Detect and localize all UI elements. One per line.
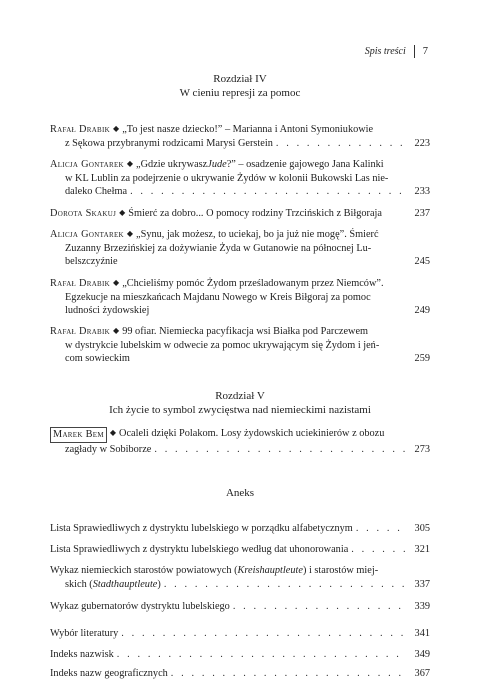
diamond-separator-icon: ◆ xyxy=(113,124,120,133)
dot-leader xyxy=(130,185,407,199)
entry-author: Alicja Gontarek xyxy=(50,229,124,240)
entry-title: Indeks nazwisk xyxy=(50,649,114,660)
entry-title-cont: com sowieckim xyxy=(65,353,130,365)
entry-title: „Gdzie ukrywasz xyxy=(136,159,208,170)
entry-title-cont: Egzekucje na mieszkańcach Majdanu Nowego w Kreis Biłgoraj za pomoc xyxy=(65,291,371,303)
diamond-separator-icon: ◆ xyxy=(119,208,126,217)
running-head xyxy=(365,45,428,58)
dot-leader xyxy=(276,137,407,151)
dot-leader xyxy=(351,543,407,557)
toc-entry[interactable] xyxy=(50,600,430,614)
entry-title-cont: daleko Chełma xyxy=(65,186,128,198)
page-number: 7 xyxy=(422,46,428,57)
chapter-5-title: Rozdział V xyxy=(215,390,265,402)
diamond-separator-icon: ◆ xyxy=(126,159,134,168)
dot-leader xyxy=(171,667,407,681)
chapter-5-heading xyxy=(50,389,430,417)
chapter-4-title: Rozdział IV xyxy=(213,73,267,85)
entry-author: Marek Bem xyxy=(50,427,107,443)
dot-leader xyxy=(117,648,407,662)
entry-title: „To jest nasze dziecko!” – Marianna i Antoni Symoniukowie xyxy=(122,124,374,135)
diamond-separator-icon: ◆ xyxy=(113,326,120,335)
diamond-separator-icon: ◆ xyxy=(126,229,134,238)
entry-author: Alicja Gontarek xyxy=(50,159,124,170)
entry-title-cont: z Sękowa przybranymi rodzicami Marysi Gerstein xyxy=(65,137,273,149)
running-head-divider xyxy=(414,45,415,58)
toc-entry[interactable] xyxy=(50,228,430,269)
entry-page: 273 xyxy=(414,443,430,455)
entry-page: 233 xyxy=(414,186,430,198)
toc-entry[interactable] xyxy=(50,522,430,536)
chapter-5-subtitle: Ich życie to symbol zwycięstwa nad niemieckimi nazistami xyxy=(109,404,371,416)
entry-title: Wykaz gubernatorów dystryktu lubelskiego xyxy=(50,601,230,612)
dot-leader xyxy=(164,578,407,592)
dot-leader xyxy=(233,600,407,614)
entry-title-cont: ludności żydowskiej xyxy=(65,305,150,317)
entry-title-cont: skich ( xyxy=(65,578,93,590)
entry-author: Rafał Drabik xyxy=(50,124,111,135)
entry-title: Wykaz niemieckich starostów powiatowych ( xyxy=(50,565,238,576)
toc-entry[interactable] xyxy=(50,325,430,366)
diamond-separator-icon: ◆ xyxy=(113,278,120,287)
entry-title-italic: Kreishauptleute xyxy=(237,565,303,576)
entry-title: „Chcieliśmy pomóc Żydom prześladowanym przez Niemców”. xyxy=(122,278,384,289)
toc-entry[interactable] xyxy=(50,543,430,557)
entry-author: Rafał Drabik xyxy=(50,278,111,289)
entry-title: ) i starostów miej- xyxy=(302,565,379,576)
entry-page: 237 xyxy=(414,208,430,219)
toc-entry[interactable] xyxy=(50,427,430,456)
entry-title: 99 ofiar. Niemiecka pacyfikacja wsi Białka pod Parczewem xyxy=(122,326,369,337)
chapter-4-subtitle: W cieniu represji za pomoc xyxy=(179,87,301,99)
entry-page: 341 xyxy=(414,628,430,639)
toc-entry[interactable] xyxy=(50,667,430,681)
entry-title-cont: Zuzanny Brzezińskiej za dożywianie Żyda w Gutanowie na północnej Lu- xyxy=(65,242,372,254)
dot-leader xyxy=(121,627,407,641)
entry-page: 245 xyxy=(414,256,430,268)
toc-entry[interactable] xyxy=(50,277,430,318)
toc-entry[interactable] xyxy=(50,123,430,150)
entry-title-cont: w dystrykcie lubelskim w odwecie za pomoc ukrywającym się Żydom i jeń- xyxy=(65,339,380,351)
entry-title: „Synu, jak możesz, to uciekaj, bo ja już nie mogę”. Śmierć xyxy=(136,229,379,240)
entry-page: 337 xyxy=(414,578,430,590)
dot-leader xyxy=(356,522,407,536)
entry-title: Lista Sprawiedliwych z dystryktu lubelskiego w porządku alfabetycznym xyxy=(50,523,353,534)
entry-title-cont: belszczyźnie xyxy=(65,256,118,268)
entry-page: 339 xyxy=(414,601,430,612)
toc-entry[interactable] xyxy=(50,207,430,221)
entry-page: 249 xyxy=(414,305,430,317)
entry-page: 223 xyxy=(414,137,430,149)
entry-page: 259 xyxy=(414,353,430,365)
chapter-4-heading xyxy=(50,72,430,100)
entry-title-cont: zagłady w Sobiborze xyxy=(65,443,152,455)
diamond-separator-icon: ◆ xyxy=(109,428,117,437)
entry-title: ?” – osadzenie gajowego Jana Kalinki xyxy=(226,159,384,170)
entry-author: Dorota Skakuj xyxy=(50,208,117,219)
entry-title: Wybór literatury xyxy=(50,628,119,639)
entry-title-italic: Jude xyxy=(207,159,227,170)
toc-entry[interactable] xyxy=(50,648,430,662)
entry-page: 367 xyxy=(414,668,430,679)
entry-author: Rafał Drabik xyxy=(50,326,111,337)
entry-title-cont: w KL Lublin za podejrzenie o ukrywanie Żydów w kolonii Bukowski Las nie- xyxy=(65,172,389,184)
dot-leader xyxy=(154,443,407,457)
entry-title: Ocaleli dzięki Polakom. Losy żydowskich uciekinierów z obozu xyxy=(119,428,385,439)
entry-title: Indeks nazw geograficznych xyxy=(50,668,168,679)
aneks-heading xyxy=(50,486,430,500)
toc-entry[interactable] xyxy=(50,158,430,199)
toc-entry[interactable] xyxy=(50,564,430,591)
entry-page: 349 xyxy=(414,649,430,660)
entry-title: Lista Sprawiedliwych z dystryktu lubelskiego według dat uhonorowania xyxy=(50,544,349,555)
aneks-title: Aneks xyxy=(225,487,255,499)
entry-title-italic: Stadthauptleute xyxy=(92,578,158,590)
entry-title-cont: ) xyxy=(157,578,161,590)
running-head-title: Spis treści xyxy=(364,46,406,57)
entry-page: 305 xyxy=(414,523,430,534)
entry-title: Śmierć za dobro... O pomocy rodziny Trzcińskich z Biłgoraja xyxy=(128,208,382,219)
toc-entry[interactable] xyxy=(50,627,430,641)
entry-page: 321 xyxy=(414,544,430,555)
